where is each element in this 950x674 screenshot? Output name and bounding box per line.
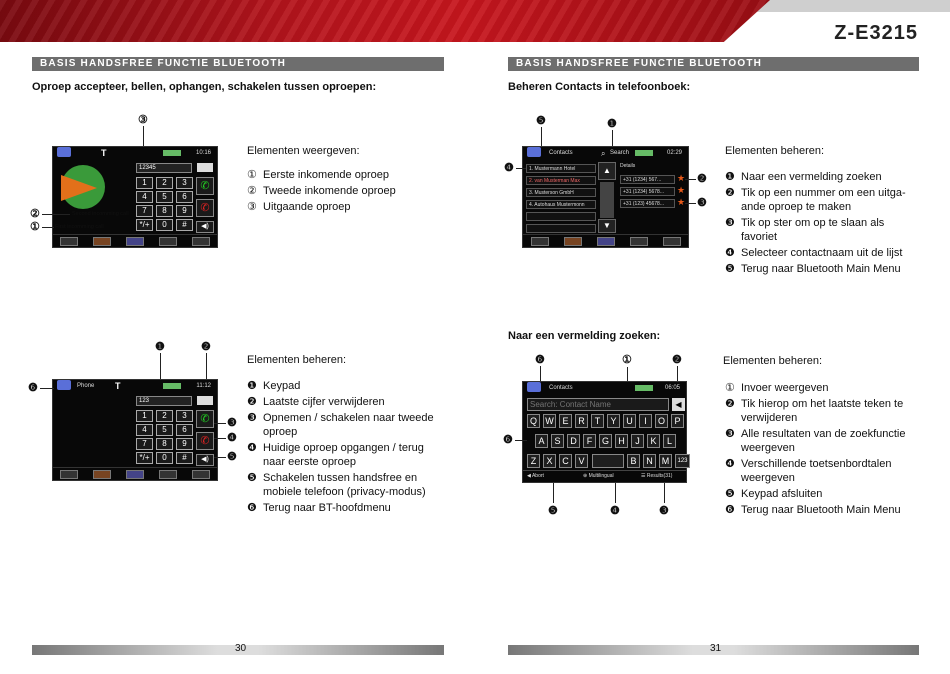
answer-call-icon[interactable]: ✆ — [196, 177, 214, 195]
keyboard-key[interactable]: R — [575, 414, 588, 428]
contact-search-input[interactable] — [527, 398, 669, 411]
list2-item-text: Huidige oproep opgangen / terug naar eerste oproep — [263, 442, 424, 468]
fig2-label: Phone — [77, 383, 95, 389]
fig3-leader-2 — [685, 179, 696, 180]
fig1-marker-1: ① — [30, 221, 40, 233]
favorite-star-icon[interactable]: ★ — [677, 185, 686, 195]
keypad-key[interactable]: 7 — [136, 205, 153, 217]
fig1-bottom-btn-4[interactable] — [159, 237, 177, 246]
list4-item — [725, 487, 920, 501]
list-scrollbar[interactable] — [600, 182, 614, 218]
contact-item-empty[interactable] — [526, 212, 596, 221]
keypad-key[interactable]: 7 — [136, 438, 153, 450]
list3-item-marker: ❹ — [725, 247, 735, 259]
fig4-marker-4: ❹ — [610, 505, 620, 517]
right-section-bar: BASIS HANDSFREE FUNCTIE BLUETOOTH — [508, 57, 919, 71]
fig4-backspace-icon[interactable]: ◀ — [672, 398, 685, 411]
fig1-time: 10:16 — [195, 150, 211, 156]
keyboard-key[interactable]: Y — [607, 414, 620, 428]
keypad-key[interactable]: 0 — [156, 452, 173, 464]
list4-item-marker: ❺ — [725, 488, 735, 500]
fig2-marker-6: ❻ — [28, 382, 38, 394]
fig3-marker-2: ❷ — [697, 173, 707, 185]
fig2-status-bar: Phone T 11:12 — [53, 380, 217, 393]
fig4-marker-1: ① — [622, 354, 632, 366]
keyboard-key[interactable]: H — [615, 434, 628, 448]
fig1-leader-1 — [42, 227, 54, 228]
list1-item-text: Eerste inkomende oproep — [263, 169, 389, 181]
fig3-marker-5: ❺ — [536, 115, 546, 127]
keypad-key[interactable]: 9 — [176, 205, 193, 217]
list2-item-text: Schakelen tussen handsfree en mobiele telefoon (privacy-modus) — [263, 472, 426, 498]
space-key[interactable] — [592, 454, 624, 468]
fig3-label: Contacts — [549, 150, 573, 156]
fig4-leader-5 — [553, 483, 554, 503]
list2 — [247, 379, 442, 517]
list2-item-text: Keypad — [263, 380, 301, 392]
fig2-bottom-bar — [53, 467, 217, 480]
keyboard-key[interactable]: K — [647, 434, 660, 448]
contact-item[interactable]: 4. Autohaus Mustermonn — [526, 200, 596, 209]
fig4-time: 06:05 — [664, 385, 680, 391]
fig4-marker-6-top: ❻ — [535, 354, 545, 366]
list3-heading: Elementen beheren: — [725, 145, 825, 157]
search-icon[interactable]: ⌕ — [601, 149, 606, 158]
list3-item-text: Tik op een nummer om een uitga-ande oproep te maken — [741, 187, 906, 213]
list1-item — [247, 184, 437, 198]
fig1-backspace-icon[interactable] — [197, 163, 213, 172]
abort-button[interactable]: ◀ Abort — [527, 473, 544, 479]
fig3-marker-3: ❸ — [697, 197, 707, 209]
fig3-bottom-btn-4[interactable] — [630, 237, 648, 246]
top-banner — [0, 0, 950, 44]
fig1-marker-3: ③ — [138, 114, 148, 126]
keypad-key[interactable]: 6 — [176, 191, 193, 203]
fig3-status-bar — [523, 147, 688, 160]
fig2-leader-5 — [214, 457, 226, 458]
fig1-bottom-btn-2[interactable] — [93, 237, 111, 246]
fig4-leader-3 — [664, 483, 665, 503]
list2-item-text: Terug naar BT-hoofdmenu — [263, 502, 391, 514]
keyboard-key[interactable]: M — [659, 454, 672, 468]
fig3-bottom-btn-1[interactable] — [531, 237, 549, 246]
keyboard-key[interactable]: Z — [527, 454, 540, 468]
list3-item — [725, 216, 920, 244]
detail-number[interactable] — [620, 199, 675, 208]
list3-item — [725, 246, 920, 260]
fig3-marker-1: ❶ — [607, 118, 617, 130]
fig2-leader-6 — [40, 388, 54, 389]
list1-item-text: Tweede inkomende oproep — [263, 185, 396, 197]
fig4-marker-3: ❸ — [659, 505, 669, 517]
fig3-time: 02:29 — [666, 150, 682, 156]
fig2-marker-4: ❹ — [227, 432, 237, 444]
list3-item — [725, 186, 920, 214]
keyboard-key[interactable]: B — [627, 454, 640, 468]
keypad-key[interactable]: 8 — [156, 438, 173, 450]
keyboard-key[interactable]: E — [559, 414, 572, 428]
right-section-title: Beheren Contacts in telefoonboek: — [508, 81, 691, 93]
list4-item-marker: ❷ — [725, 398, 735, 410]
list3-item-marker: ❺ — [725, 263, 735, 275]
keypad-key[interactable]: # — [176, 452, 193, 464]
incoming-call-screen — [52, 146, 218, 248]
favorite-star-icon[interactable]: ★ — [677, 197, 686, 207]
list4-item-text: Verschillende toetsenbordtalen weergeven — [741, 458, 892, 484]
fig3-bottom-btn-5[interactable] — [663, 237, 681, 246]
fig1-bottom-btn-3[interactable] — [126, 237, 144, 246]
fig2-bottom-btn-1[interactable] — [60, 470, 78, 479]
keyboard-key[interactable]: O — [655, 414, 668, 428]
details-label: Details — [620, 163, 636, 169]
keypad-key[interactable]: 3 — [176, 410, 193, 422]
keypad-key[interactable]: 8 — [156, 205, 173, 217]
keyboard-key[interactable]: I — [639, 414, 652, 428]
list2-item-marker: ❻ — [247, 502, 257, 514]
fig2-bottom-btn-3[interactable] — [126, 470, 144, 479]
list2-item — [247, 441, 442, 469]
right-subtitle: Naar een vermelding zoeken: — [508, 330, 661, 342]
keyboard-key[interactable]: A — [535, 434, 548, 448]
list2-item — [247, 395, 442, 409]
fig2-marker-2: ❷ — [201, 341, 211, 353]
list4-heading: Elementen beheren: — [723, 355, 823, 367]
incoming-arrow-shape — [61, 175, 97, 201]
list1-heading: Elementen weergeven: — [247, 145, 360, 157]
fig4-marker-5: ❺ — [548, 505, 558, 517]
list3-item — [725, 170, 920, 184]
list3-item-text: Tik op ster om op te slaan als favoriet — [741, 217, 885, 243]
left-section-bar: BASIS HANDSFREE FUNCTIE BLUETOOTH — [32, 57, 444, 71]
keypad-key[interactable]: 2 — [156, 410, 173, 422]
keyboard-key[interactable]: L — [663, 434, 676, 448]
fig2-answer-icon[interactable]: ✆ — [196, 410, 214, 428]
fig1-marker-2: ② — [30, 208, 40, 220]
first-call-caption: First incomming call — [55, 224, 104, 230]
keyboard-key[interactable]: Q — [527, 414, 540, 428]
keypad-key[interactable]: */+ — [136, 452, 153, 464]
fig2-hangup-icon[interactable]: ✆ — [196, 432, 214, 450]
right-page-number: 31 — [710, 643, 722, 654]
multilingual-button[interactable]: ⊕ Multilingual — [583, 473, 614, 479]
list4-item-text: Keypad afsluiten — [741, 488, 823, 500]
keyboard-key[interactable]: N — [643, 454, 656, 468]
contacts-screen — [522, 146, 689, 248]
list4-item-marker: ① — [725, 382, 735, 394]
keyboard-key[interactable]: U — [623, 414, 636, 428]
list2-item — [247, 411, 442, 439]
list4-item — [725, 397, 920, 425]
list4-item-marker: ❻ — [725, 504, 735, 516]
list4-item-text: Terug naar Bluetooth Main Menu — [741, 504, 901, 516]
list2-item — [247, 501, 442, 515]
left-section-title: Oproep accepteer, bellen, ophangen, schakelen tussen oproepen: — [32, 81, 377, 93]
list-scroll-down[interactable]: ▼ — [598, 219, 616, 233]
list2-item — [247, 379, 442, 393]
fig2-privacy-icon[interactable]: ◀) — [196, 454, 214, 466]
list2-item-text: Opnemen / schakelen naar tweede oproep — [263, 412, 434, 438]
keypad-key[interactable]: 9 — [176, 438, 193, 450]
fig2-marker-1: ❶ — [155, 341, 165, 353]
fig3-leader-4 — [516, 168, 526, 169]
detail-number[interactable] — [620, 187, 675, 196]
contact-item[interactable]: 1. Mustermann Hotel — [526, 164, 596, 173]
list2-item-marker: ❶ — [247, 380, 257, 392]
contact-item-empty[interactable] — [526, 224, 596, 233]
fig2-leader-3 — [214, 423, 226, 424]
list2-item-marker: ❸ — [247, 412, 257, 424]
list3 — [725, 170, 920, 278]
fig2-backspace-icon[interactable] — [197, 396, 213, 405]
fig4-label: Contacts — [549, 385, 573, 391]
keyboard-key[interactable]: S — [551, 434, 564, 448]
keypad-key[interactable]: 5 — [156, 424, 173, 436]
keyboard-key[interactable]: W — [543, 414, 556, 428]
list2-item-marker: ❷ — [247, 396, 257, 408]
list4-item — [725, 457, 920, 485]
list1-item-text: Uitgaande oproep — [263, 201, 351, 213]
fig3-bottom-btn-2[interactable] — [564, 237, 582, 246]
keypad-key[interactable]: 4 — [136, 191, 153, 203]
left-page-number: 30 — [235, 643, 247, 654]
detail-number-text: +31 (1234) 567... — [623, 177, 662, 183]
list4-item — [725, 381, 920, 395]
keyboard-key[interactable]: F — [583, 434, 596, 448]
list4-item — [725, 503, 920, 517]
fig2-time: 11:12 — [196, 383, 211, 389]
list4-item-text: Alle resultaten van de zoekfunctie weergeven — [741, 428, 906, 454]
list1-item-marker: ① — [247, 169, 257, 181]
hangup-call-icon[interactable]: ✆ — [196, 199, 214, 217]
fig2-marker-3: ❸ — [227, 417, 237, 429]
fig3-leader-3 — [685, 203, 696, 204]
favorite-star-icon[interactable]: ★ — [677, 173, 686, 183]
keypad-key[interactable]: 1 — [136, 410, 153, 422]
list4-item-marker: ❸ — [725, 428, 735, 440]
results-button[interactable]: ☰ Results(31) — [641, 473, 673, 479]
fig2-bottom-btn-2[interactable] — [93, 470, 111, 479]
fig1-bottom-btn-1[interactable] — [60, 237, 78, 246]
list2-item — [247, 471, 442, 499]
keyboard-key[interactable]: J — [631, 434, 644, 448]
list2-heading: Elementen beheren: — [247, 354, 347, 366]
list1-item — [247, 200, 437, 214]
fig4-bottom-bar — [523, 470, 686, 482]
privacy-mode-icon[interactable]: ◀) — [196, 221, 214, 233]
detail-number-text: +31 (123) 45678... — [623, 201, 665, 207]
keypad-key[interactable]: */+ — [136, 219, 153, 231]
list1 — [247, 168, 437, 216]
fig4-status-bar — [523, 382, 686, 395]
detail-number[interactable] — [620, 175, 675, 184]
keypad-key[interactable]: # — [176, 219, 193, 231]
list3-item-text: Naar een vermelding zoeken — [741, 171, 882, 183]
fig2-leader-4 — [214, 438, 226, 439]
keyboard-key[interactable]: V — [575, 454, 588, 468]
fig2-bottom-btn-4[interactable] — [159, 470, 177, 479]
list4-item-marker: ❹ — [725, 458, 735, 470]
list2-item-marker: ❹ — [247, 442, 257, 454]
fig2-number-field: 123 — [136, 396, 192, 406]
keyboard-key[interactable]: G — [599, 434, 612, 448]
keypad-key[interactable]: 4 — [136, 424, 153, 436]
banner-red-stripe — [0, 0, 770, 42]
fig3-search-label[interactable]: Search — [610, 150, 630, 156]
contact-item[interactable]: 2. van Musterman Max — [526, 176, 596, 185]
model-name: Z-E3215 — [834, 22, 918, 44]
list4-item-text: Tik hierop om het laatste teken te verwijderen — [741, 398, 904, 424]
list4 — [725, 381, 920, 519]
fig1-number-field: 12345 — [136, 163, 192, 173]
search-keyboard-screen — [522, 381, 687, 483]
keypad-key[interactable]: 2 — [156, 177, 173, 189]
keyboard-key[interactable]: C — [559, 454, 572, 468]
list1-item-marker: ③ — [247, 201, 257, 213]
list2-item-marker: ❺ — [247, 472, 257, 484]
list3-item-marker: ❸ — [725, 217, 735, 229]
detail-number-text: +31 (1234) 5678... — [623, 189, 665, 195]
list3-item-text: Terug naar Bluetooth Main Menu — [741, 263, 901, 275]
fig1-leader-2 — [42, 214, 70, 215]
fig3-marker-4: ❹ — [504, 162, 514, 174]
list-scroll-up[interactable]: ▲ — [598, 162, 616, 180]
list4-item — [725, 427, 920, 455]
fig3-bottom-bar — [523, 234, 688, 247]
list3-item-marker: ❶ — [725, 171, 735, 183]
fig4-marker-6-left: ❻ — [503, 434, 513, 446]
fig4-leader-6-left — [515, 440, 527, 441]
fig3-bottom-btn-3[interactable] — [597, 237, 615, 246]
fig4-leader-4 — [615, 483, 616, 503]
list2-item-text: Laatste cijfer verwijderen — [263, 396, 385, 408]
fig4-marker-2: ❷ — [672, 354, 682, 366]
keyboard-key[interactable]: T — [591, 414, 604, 428]
keyboard-key[interactable]: 123 — [675, 454, 690, 468]
fig2-bottom-btn-5[interactable] — [192, 470, 210, 479]
keyboard-key[interactable]: P — [671, 414, 684, 428]
keypad-key[interactable]: 5 — [156, 191, 173, 203]
keypad-key[interactable]: 3 — [176, 177, 193, 189]
keypad-key[interactable]: 1 — [136, 177, 153, 189]
list3-item-marker: ❷ — [725, 187, 735, 199]
list1-item-marker: ② — [247, 185, 257, 197]
fig2-marker-5: ❺ — [227, 451, 237, 463]
list1-item — [247, 168, 437, 182]
keypad-key[interactable]: 0 — [156, 219, 173, 231]
keypad-key[interactable]: 6 — [176, 424, 193, 436]
list3-item — [725, 262, 920, 276]
list3-item-text: Selecteer contactnaam uit de lijst — [741, 247, 903, 259]
fig1-bottom-bar — [53, 234, 217, 247]
fig1-status-bar: T 10:16 — [53, 147, 217, 160]
second-call-caption: Second incomming call — [72, 211, 129, 217]
list4-item-text: Invoer weergeven — [741, 382, 829, 394]
keyboard-key[interactable]: X — [543, 454, 556, 468]
phone-keypad-screen — [52, 379, 218, 481]
contact-item[interactable]: 3. Musterson GmbH — [526, 188, 596, 197]
fig1-bottom-btn-5[interactable] — [192, 237, 210, 246]
keyboard-key[interactable]: D — [567, 434, 580, 448]
